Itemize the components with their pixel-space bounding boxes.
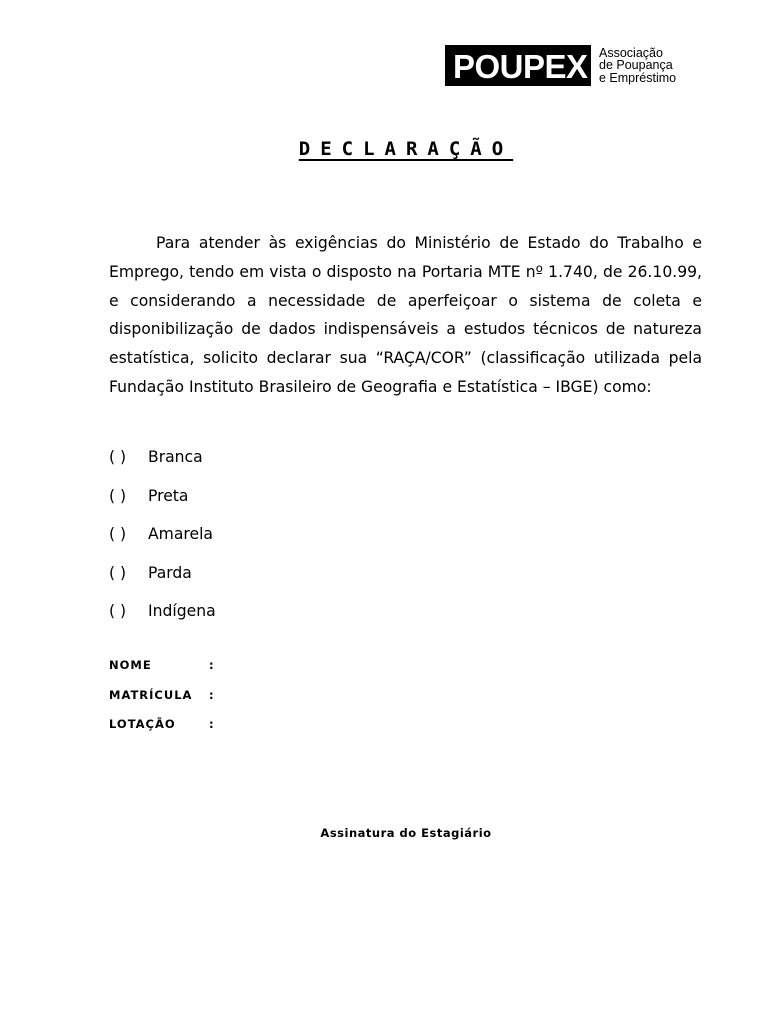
logo-subtitle [599, 47, 676, 85]
option-label: Indígena [148, 602, 216, 620]
field-label: NOME [109, 658, 152, 672]
field-label: LOTAÇÃO [109, 717, 176, 731]
checkbox-mark[interactable]: ( ) [109, 448, 127, 466]
field-separator: : [209, 717, 215, 731]
checkbox-mark[interactable]: ( ) [109, 602, 127, 620]
field-nome[interactable] [109, 657, 215, 687]
declaration-paragraph: Para atender às exigências do Ministério de Estado do Trabalho e Emprego, tendo em vista o disposto na Portaria MTE nº 1.740, de 26.10.99, e considerando a necessidade de aperfeiçoar o sistema de coleta e disponibilização de dados indispensáveis a estudos técnicos de natureza estatística, solicito declarar sua “RAÇA/COR” (classificação utilizada pela Fundação Instituto Brasileiro de Geografia e Estatística – IBGE) como: [109, 234, 702, 396]
document-title-text: DECLARAÇÃO [298, 138, 514, 160]
identification-fields [109, 657, 215, 746]
field-separator: : [209, 658, 215, 672]
logo-brand: POUPEX [445, 45, 591, 86]
document-title [0, 138, 768, 160]
option-parda[interactable] [109, 561, 216, 600]
option-label: Amarela [148, 525, 213, 543]
logo-subtitle-line: Associação [599, 45, 663, 60]
logo-subtitle-line: e Empréstimo [599, 70, 677, 85]
field-label: MATRÍCULA [109, 687, 193, 702]
field-lotacao[interactable] [109, 716, 215, 746]
checkbox-mark[interactable]: ( ) [109, 525, 127, 543]
signature-label: Assinatura do Estagiário [320, 826, 492, 840]
logo-subtitle-line: de Poupança [599, 58, 673, 73]
option-indigena[interactable] [109, 599, 216, 638]
option-label: Parda [148, 563, 192, 582]
option-label: Preta [148, 486, 189, 505]
race-color-options [109, 445, 216, 638]
field-matricula[interactable] [109, 687, 215, 717]
option-branca[interactable] [109, 445, 216, 484]
checkbox-mark[interactable]: ( ) [109, 486, 127, 505]
option-label: Branca [148, 448, 203, 466]
field-separator: : [209, 687, 215, 702]
checkbox-mark[interactable]: ( ) [109, 563, 127, 582]
option-amarela[interactable] [109, 522, 216, 561]
option-preta[interactable] [109, 484, 216, 523]
poupex-logo [445, 45, 676, 86]
